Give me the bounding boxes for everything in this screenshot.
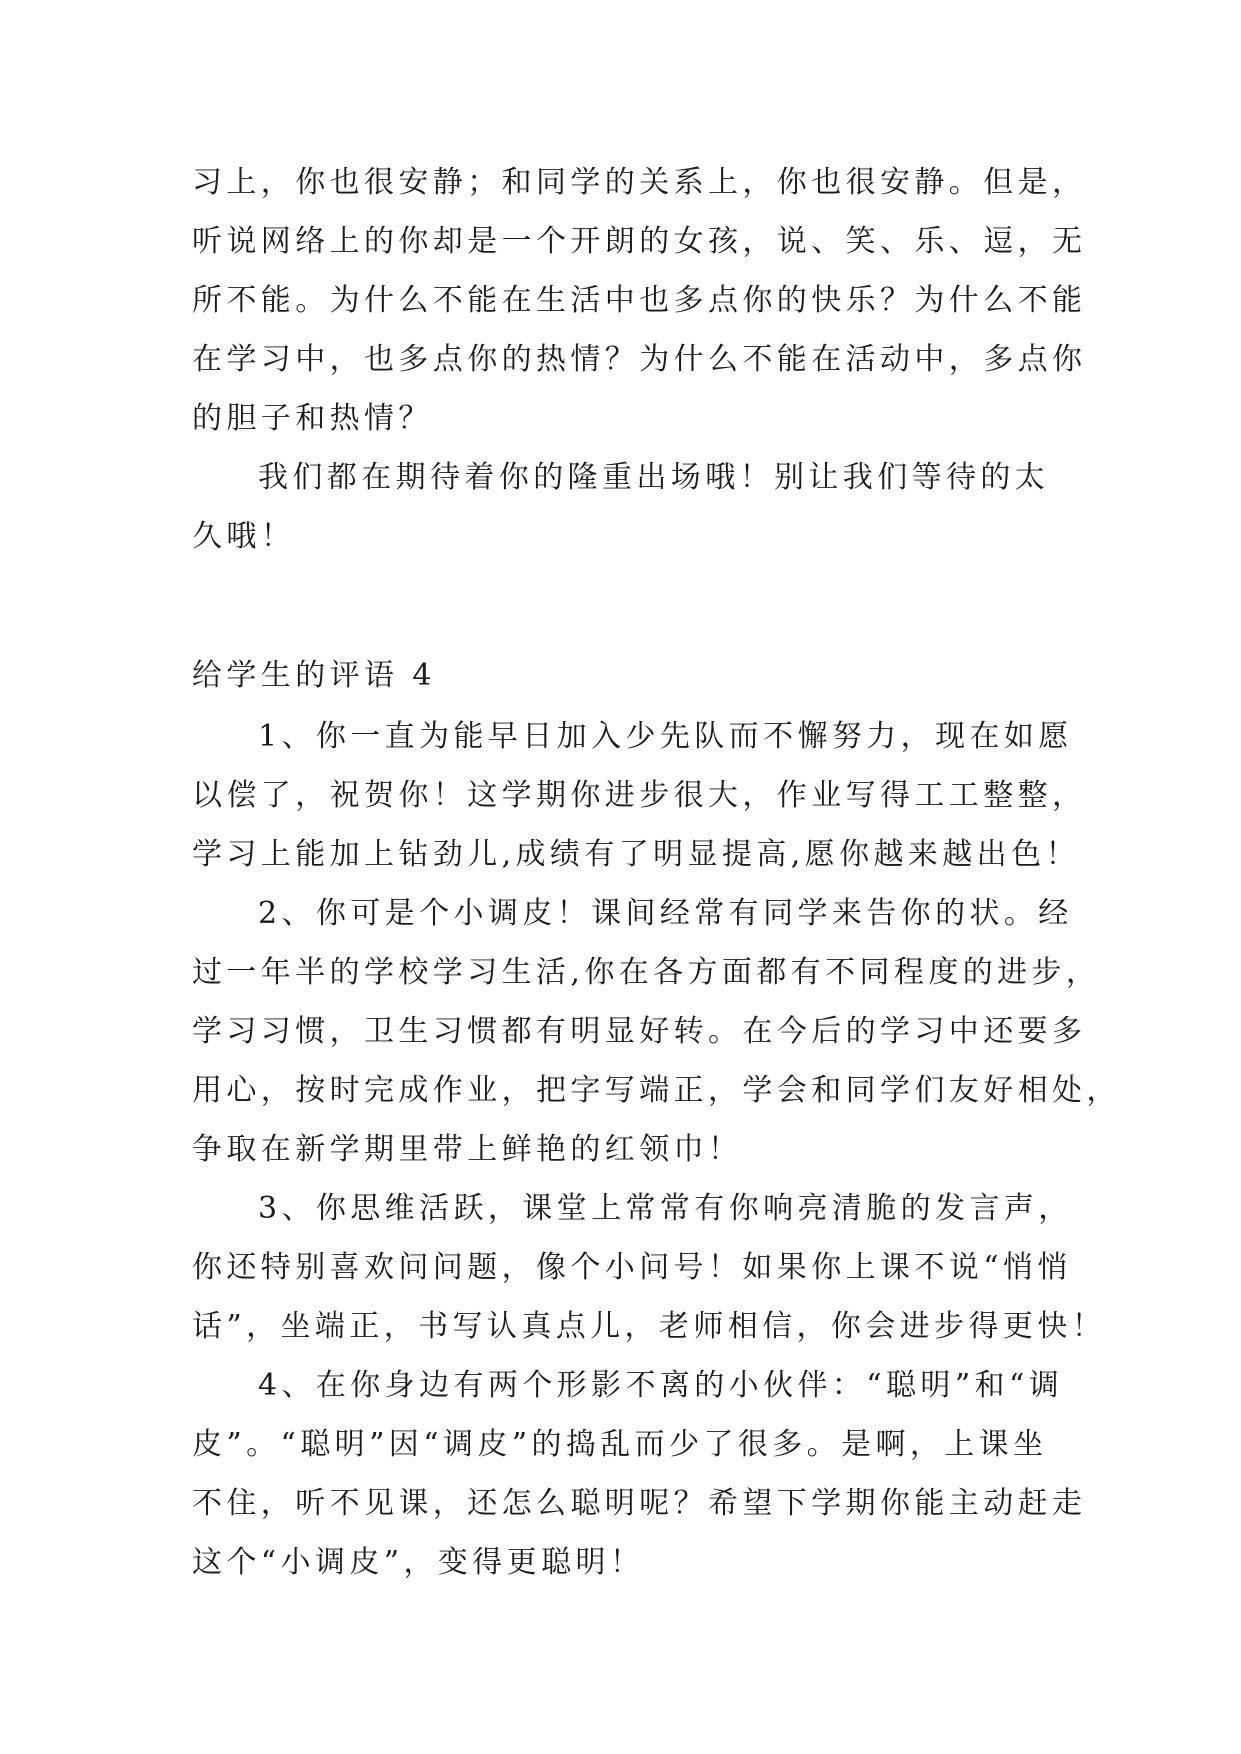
text-line: 2、你可是个小调皮！课间经常有同学来告你的状。经	[258, 896, 1073, 931]
text-line: 皮”。“聪明”因“调皮”的捣乱而少了很多。是啊，上课坐	[192, 1427, 1048, 1462]
section-gap	[192, 581, 1057, 661]
text-line: 习上，你也很安静；和同学的关系上，你也很安静。但是，	[192, 165, 1087, 200]
text-line: 4、在你身边有两个形影不离的小伙伴：“聪明”和“调	[258, 1368, 1064, 1403]
text-line: 学习习惯，卫生习惯都有明显好转。在今后的学习中还要多	[192, 1014, 1087, 1049]
text-line: 的胆子和热情？	[192, 401, 433, 436]
text-line: 以偿了，祝贺你！这学期你进步很大，作业写得工工整整，	[192, 778, 1087, 813]
text-line: 这个“小调皮”，变得更聪明！	[192, 1545, 645, 1580]
text-line: 学习上能加上钻劲儿,成绩有了明显提高,愿你越来越出色！	[192, 837, 1080, 872]
paragraph	[192, 719, 1087, 899]
text-line: 争取在新学期里带上鲜艳的红领巾！	[192, 1132, 743, 1167]
text-line: 听说网络上的你却是一个开朗的女孩，说、笑、乐、逗，无	[192, 224, 1087, 259]
text-line: 我们都在期待着你的隆重出场哦！别让我们等待的太	[258, 460, 1050, 495]
text-line: 1、你一直为能早日加入少先队而不懈努力，现在如愿	[258, 719, 1073, 754]
text-line: 用心，按时完成作业，把字写端正，学会和同学们友好相处，	[192, 1073, 1121, 1108]
section-heading: 给学生的评语 4	[192, 658, 436, 693]
text-line: 话”，坐端正，书写认真点儿，老师相信，你会进步得更快！	[192, 1309, 1107, 1344]
text-line: 过一年半的学校学习生活,你在各方面都有不同程度的进步，	[192, 955, 1101, 990]
paragraph	[192, 1191, 1107, 1371]
paragraph	[192, 896, 1121, 1194]
text-line: 在学习中，也多点你的热情？为什么不能在活动中，多点你	[192, 342, 1087, 377]
text-line: 所不能。为什么不能在生活中也多点你的快乐？为什么不能	[192, 283, 1087, 318]
text-line: 久哦！	[192, 519, 296, 554]
text-line: 不住，听不见课，还怎么聪明呢？希望下学期你能主动赶走	[192, 1486, 1087, 1521]
paragraph	[192, 165, 1087, 463]
text-line: 你还特别喜欢问问题，像个小问号！如果你上课不说“悄悄	[192, 1250, 1072, 1285]
document-page	[192, 165, 1121, 1607]
text-line: 3、你思维活跃，课堂上常常有你响亮清脆的发言声，	[258, 1191, 1073, 1226]
paragraph	[192, 460, 1057, 581]
paragraph	[192, 1368, 1087, 1607]
